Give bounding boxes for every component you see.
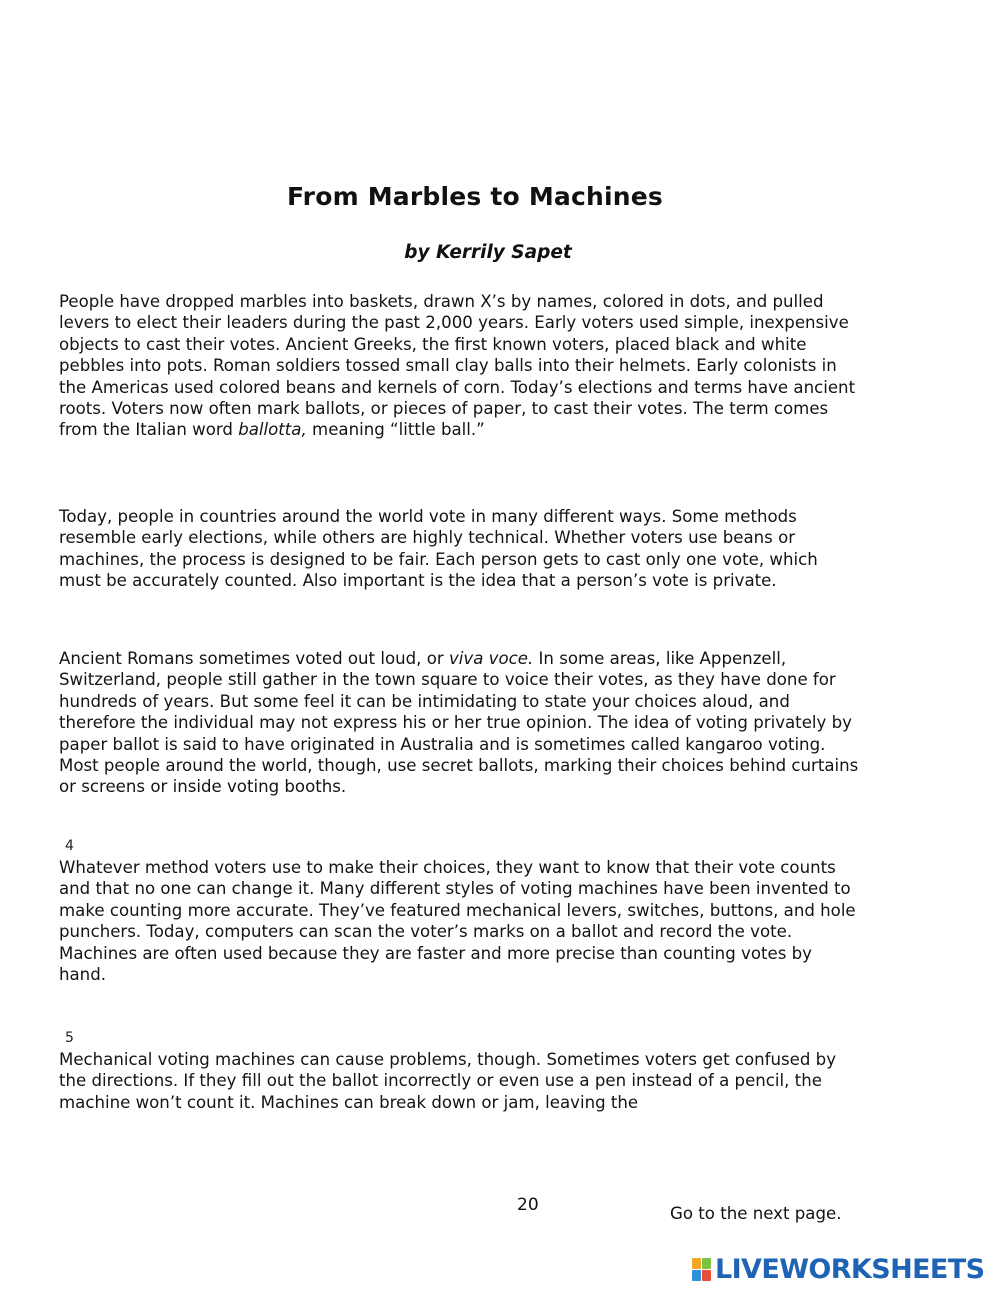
paragraph-5-text: Mechanical voting machines can cause problems, though. Sometimes voters get confused by the directions. If they fill out the ballot incorrectly or even use a pen instead of a pencil, the machine won’t count it. Machines can break down or jam, leaving the — [59, 1050, 837, 1112]
brand-name: LIVEWORKSHEETS — [715, 1254, 985, 1285]
paragraph-4 — [59, 857, 859, 985]
liveworksheets-logo-icon — [692, 1258, 712, 1282]
paragraph-3-italic-word: viva voce. — [448, 649, 534, 668]
author-byline: by Kerrily Sapet — [404, 242, 572, 263]
paragraph-1-text-a: People have dropped marbles into baskets, drawn X’s by names, colored in dots, and pulled levers to elect their leaders during the past 2,000 years. Early voters used simple, inexpensive objects to cast their votes. Ancient Greeks, the first known voters, placed black and white pebbles into pots. Roman soldiers tossed small clay balls into their helmets. Early colonists in the Americas used colored beans and kernels of corn. Today’s elections and terms have ancient roots. Voters now often mark ballots, or pieces of paper, to cast their votes. The term comes from the Italian word — [59, 292, 856, 440]
paragraph-number-5: 5 — [65, 1030, 74, 1046]
paragraph-2 — [59, 506, 859, 592]
paragraph-3-text-a: Ancient Romans sometimes voted out loud, or — [59, 649, 449, 668]
brand-watermark[interactable] — [692, 1255, 984, 1285]
page-title: From Marbles to Machines — [286, 182, 664, 211]
paragraph-number-4: 4 — [65, 838, 74, 854]
paragraph-2-text: Today, people in countries around the world vote in many different ways. Some methods resemble early elections, while others are highly technical. Whether voters use beans or machines, the process is designed to be fair. Each person gets to cast only one vote, which must be accurately counted. Also important is the idea that a person’s vote is private. — [59, 507, 818, 591]
paragraph-4-text: Whatever method voters use to make their choices, they want to know that their vote counts and that no one can change it. Many different styles of voting machines have been invented to make counting more accurate. They’ve featured mechanical levers, switches, buttons, and hole punchers. Today, computers can scan the voter’s marks on a ballot and record the vote. Machines are often used because they are faster and more precise than counting votes by hand. — [59, 858, 856, 985]
paragraph-3-text-b: In some areas, like Appenzell, Switzerland, people still gather in the town square to voice their votes, as they have done for hundreds of years. But some feel it can be intimidating to state your choices aloud, and therefore the individual may not express his or her true opinion. The idea of voting privately by paper ballot is said to have originated in Australia and is sometimes called kangaroo voting. Most people around the world, though, use secret ballots, marking their choices behind curtains or screens or inside voting booths. — [59, 649, 859, 797]
page-number: 20 — [517, 1195, 539, 1215]
paragraph-1-text-b: meaning “little ball.” — [306, 420, 485, 440]
paragraph-5 — [59, 1049, 859, 1113]
paragraph-1-italic-word: ballotta, — [238, 420, 307, 440]
next-page-note: Go to the next page. — [670, 1204, 842, 1223]
paragraph-1 — [59, 291, 859, 441]
paragraph-3 — [59, 648, 859, 798]
